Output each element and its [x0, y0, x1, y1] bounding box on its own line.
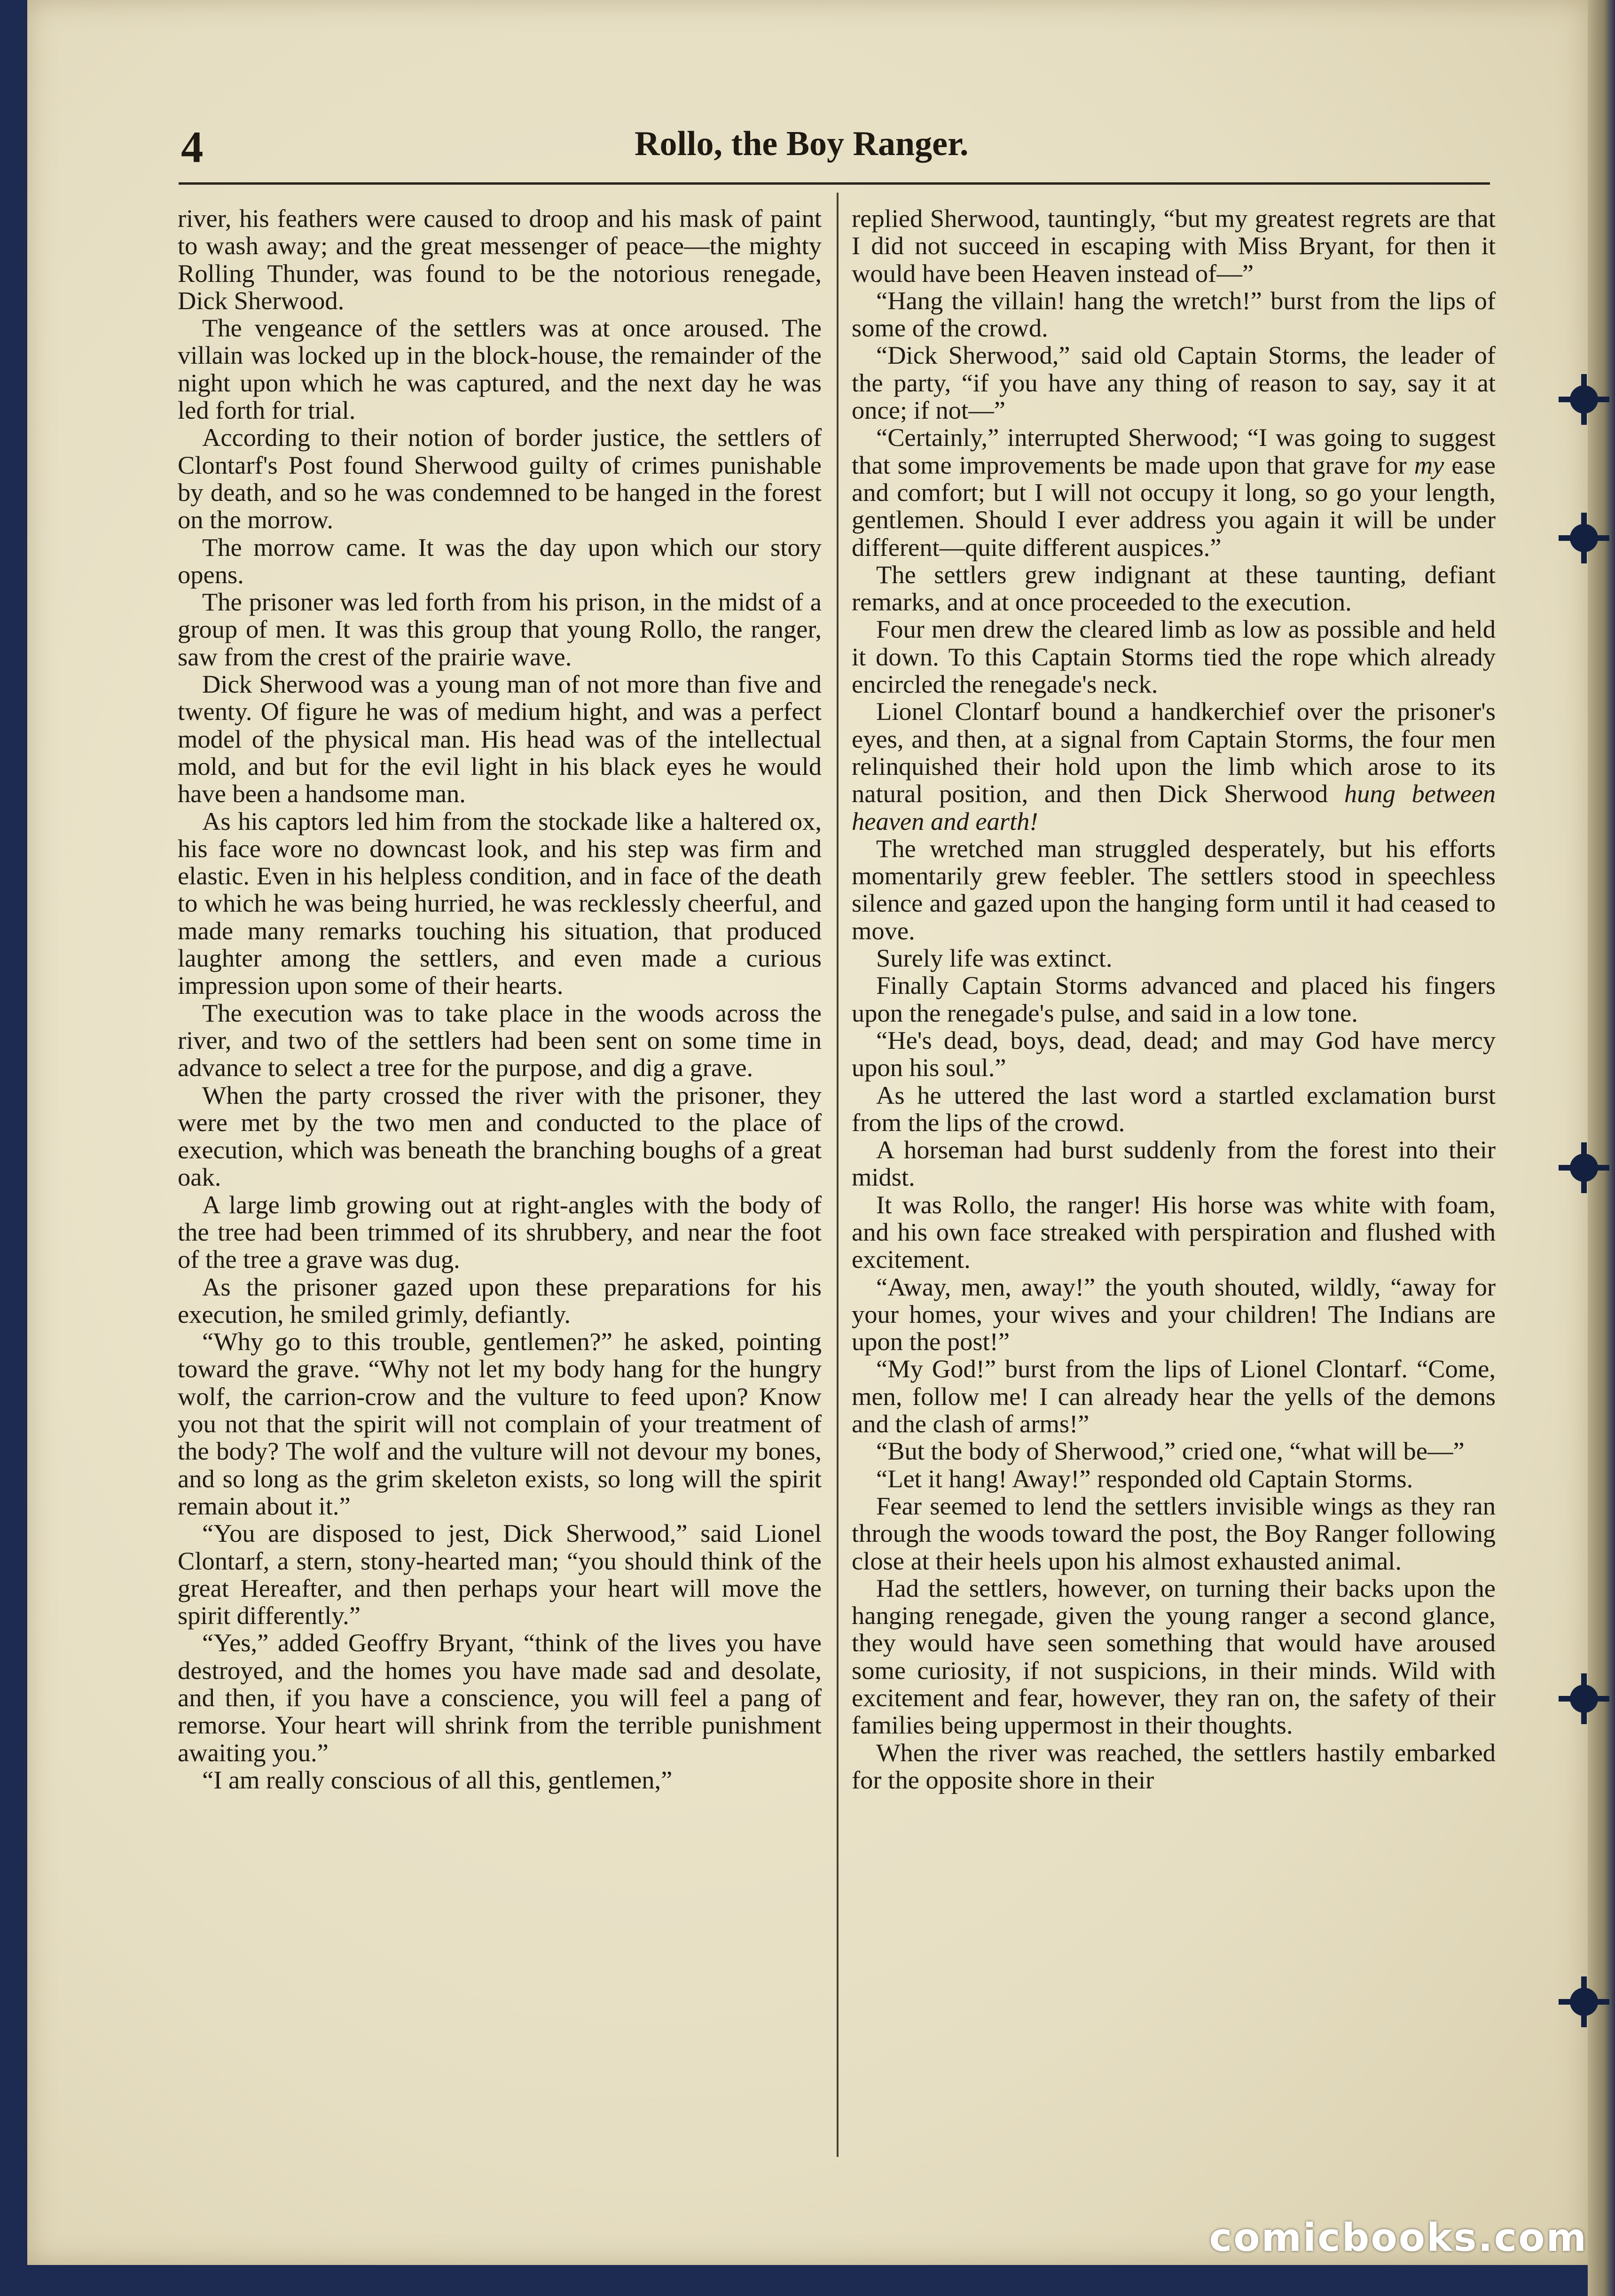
- paragraph: When the river was reached, the settlers hastily embarked for the opposite shore in their: [852, 1738, 1496, 1794]
- paragraph: It was Rollo, the ranger! His horse was white with foam, and his own face streaked with perspiration and flushed with excitement.: [852, 1190, 1496, 1274]
- binding-staple-icon: [1570, 1988, 1598, 2016]
- paragraph: “Dick Sherwood,” said old Captain Storms, the leader of the party, “if you have any thing of reason to say, say it at once; if not—”: [852, 341, 1496, 425]
- paragraph: The prisoner was led forth from his prison, in the midst of a group of men. It was this group that young Rollo, the ranger, saw from the crest of the prairie wave.: [178, 587, 822, 671]
- page-number: 4: [181, 122, 204, 172]
- paragraph: The morrow came. It was the day upon which our story opens.: [178, 532, 822, 589]
- emphasis-text: my: [1414, 450, 1444, 479]
- paragraph-text: ease and comfort; but I will not occupy it long, so go your length, gentlemen. Should I ever address you again it will be under different—quite different auspices.”: [852, 450, 1496, 562]
- paragraph: river, his feathers were caused to droop and his mask of paint to wash away; and the great messenger of peace—the mighty Rolling Thunder, was found to be the notorious renegade, Dick Sherwood.: [178, 204, 822, 315]
- paragraph: “Away, men, away!” the youth shouted, wildly, “away for your homes, your wives and your children! The Indians are upon the post!”: [852, 1272, 1496, 1356]
- paragraph: As his captors led him from the stockade like a haltered ox, his face wore no downcast look, and his step was firm and elastic. Even in his helpless condition, and in face of the death to which he was being hurried, he was recklessly cheerful, and made many remarks touching his situation, that produced laughter among the settlers, and even made a curious impression upon some of their hearts.: [178, 806, 822, 1000]
- binding-staple-icon: [1570, 1685, 1598, 1713]
- running-title: Rollo, the Boy Ranger.: [635, 125, 969, 163]
- paragraph: Finally Captain Storms advanced and placed his fingers upon the renegade's pulse, and said in a low tone.: [852, 971, 1496, 1027]
- paragraph: Had the settlers, however, on turning their backs upon the hanging renegade, given the young ranger a second glance, they would have seen something that would have aroused some curiosity, if not suspicions, in their minds. Wild with excitement and fear, however, they ran on, the safety of their families being uppermost in their thoughts.: [852, 1573, 1496, 1740]
- paragraph: The execution was to take place in the woods across the river, and two of the settlers had been sent on some time in advance to select a tree for the purpose, and dig a grave.: [178, 998, 822, 1082]
- paragraph: Dick Sherwood was a young man of not more than five and twenty. Of figure he was of medium hight, and was a perfect model of the physical man. His head was of the intellectual mold, and but for the evil light in his black eyes he would have been a handsome man.: [178, 670, 822, 808]
- binding-staple-icon: [1570, 1154, 1598, 1182]
- paragraph: As he uttered the last word a startled exclamation burst from the lips of the crowd.: [852, 1080, 1496, 1137]
- paragraph: Surely life was extinct.: [876, 944, 1113, 973]
- paragraph: “My God!” burst from the lips of Lionel Clontarf. “Come, men, follow me! I can already hear the yells of the demons and the clash of arms!”: [852, 1354, 1496, 1438]
- paragraph: “You are disposed to jest, Dick Sherwood,” said Lionel Clontarf, a stern, stony-hearted man; “you should think of the great Hereafter, and then perhaps your heart will move the spirit differently.”: [178, 1519, 822, 1630]
- paragraph: [852, 424, 1496, 561]
- paragraph-text: Lionel Clontarf bound a handkerchief over the prisoner's eyes, and then, at a signal from Captain Storms, the four men relinquished their hold upon the limb which arose to its natural position, and then Dick Sherwood: [852, 697, 1496, 808]
- paragraph: Fear seemed to lend the settlers invisible wings as they ran through the woods toward the post, the Boy Ranger following close at their heels upon his almost exhausted animal.: [852, 1491, 1496, 1575]
- emphasis-text: hung between heaven and earth!: [852, 779, 1496, 836]
- watermark: comicbooks.com: [1209, 2216, 1588, 2260]
- binding-staple-icon: [1570, 385, 1598, 414]
- paragraph: [852, 698, 1496, 835]
- paragraph: The settlers grew indignant at these taunting, defiant remarks, and at once proceeded to the execution.: [852, 560, 1496, 617]
- paragraph: “I am really conscious of all this, gentlemen,”: [202, 1765, 673, 1794]
- paragraph: A horseman had burst suddenly from the forest into their midst.: [852, 1135, 1496, 1192]
- paragraph-text: “Certainly,” interrupted Sherwood; “I was going to suggest that some improvements be made upon that grave for: [852, 423, 1496, 479]
- paragraph: “Let it hang! Away!” responded old Captain Storms.: [876, 1464, 1413, 1493]
- header-rule: [179, 182, 1490, 185]
- paragraph: “Hang the villain! hang the wretch!” burst from the lips of some of the crowd.: [852, 286, 1496, 343]
- paragraph: According to their notion of border justice, the settlers of Clontarf's Post found Sherwood guilty of crimes punishable by death, and so he was condemned to be hanged in the forest on the morrow.: [178, 423, 822, 534]
- paragraph: “He's dead, boys, dead, dead; and may God have mercy upon his soul.”: [852, 1025, 1496, 1082]
- paragraph: A large limb growing out at right-angles with the body of the tree had been trimmed of its shrubbery, and near the foot of the tree a grave was dug.: [178, 1190, 822, 1274]
- binding-staple-icon: [1570, 524, 1598, 552]
- paragraph: The vengeance of the settlers was at once aroused. The villain was locked up in the block-house, the remainder of the night upon which he was captured, and the next day he was led forth for trial.: [178, 313, 822, 425]
- column-divider: [837, 193, 839, 2157]
- paragraph: replied Sherwood, tauntingly, “but my greatest regrets are that I did not succeed in escaping with Miss Bryant, for then it would have been Heaven instead of—”: [852, 204, 1496, 288]
- paragraph: When the party crossed the river with the prisoner, they were met by the two men and conducted to the place of execution, which was beneath the branching boughs of a great oak.: [178, 1080, 822, 1192]
- left-column: [178, 205, 822, 1794]
- paragraph: “But the body of Sherwood,” cried one, “what will be—”: [876, 1437, 1465, 1466]
- paragraph: Four men drew the cleared limb as low as possible and held it down. To this Captain Storms tied the rope which already encircled the renegade's neck.: [852, 615, 1496, 699]
- paragraph: “Why go to this trouble, gentlemen?” he asked, pointing toward the grave. “Why not let my body hang for the hungry wolf, the carrion-crow and the vulture to feed upon? Know you not that the spirit will not complain of your treatment of the body? The wolf and the vulture will not devour my bones, and so long as the grim skeleton exists, so long will the spirit remain about it.”: [178, 1327, 822, 1520]
- paragraph: “Yes,” added Geoffry Bryant, “think of the lives you have destroyed, and the homes you have made sad and desolate, and then, if you have a conscience, you will feel a pang of remorse. Your heart will shrink from the terrible punishment awaiting you.”: [178, 1628, 822, 1767]
- paragraph: As the prisoner gazed upon these preparations for his execution, he smiled grimly, defiantly.: [178, 1272, 822, 1328]
- binding-edge: [1588, 0, 1615, 2296]
- right-column: [852, 205, 1496, 1794]
- paragraph: The wretched man struggled desperately, but his efforts momentarily grew feebler. The settlers stood in speechless silence and gazed upon the hanging form until it had ceased to move.: [852, 834, 1496, 945]
